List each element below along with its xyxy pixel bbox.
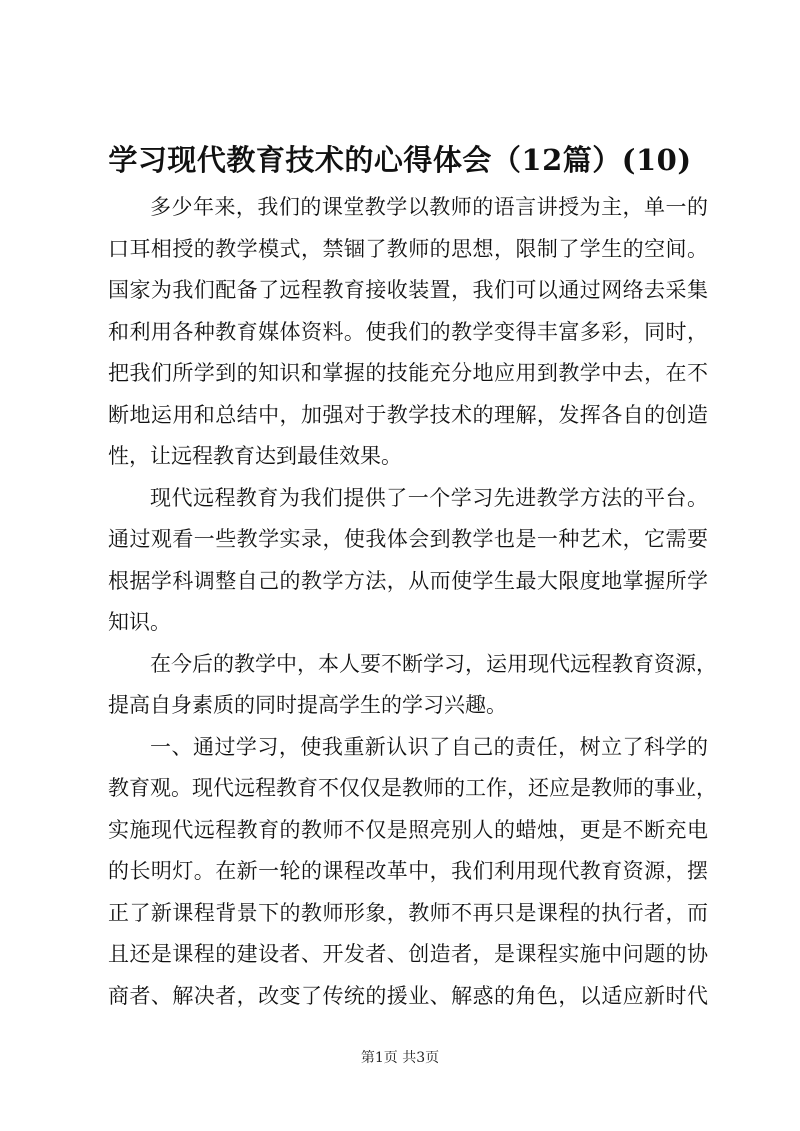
document-body — [108, 187, 717, 1017]
text-line: 口耳相授的教学模式，禁锢了教师的思想，限制了学生的空间。 — [108, 236, 708, 261]
text-line: 把我们所学到的知识和掌握的技能充分地应用到教学中去，在不 — [108, 361, 708, 385]
text-line: 提高自身素质的同时提高学生的学习兴趣。 — [108, 693, 507, 717]
text-line: 一、通过学习，使我重新认识了自己的责任，树立了科学的 — [150, 734, 708, 759]
text-line: 国家为我们配备了远程教育接收装置，我们可以通过网络去采集 — [108, 278, 708, 302]
text-line: 现代远程教育为我们提供了一个学习先进教学方法的平台。 — [150, 485, 708, 510]
text-line: 通过观看一些教学实录，使我体会到教学也是一种艺术，它需要 — [108, 527, 708, 551]
text-line: 和利用各种教育媒体资料。使我们的教学变得丰富多彩，同时， — [108, 319, 708, 344]
text-line: 知识。 — [108, 610, 171, 634]
text-line: 多少年来，我们的课堂教学以教师的语言讲授为主，单一的 — [150, 195, 708, 219]
document-title: 学习现代教育技术的心得体会（12篇）(10) — [108, 143, 692, 177]
text-line: 在今后的教学中，本人要不断学习，运用现代远程教育资源， — [150, 651, 717, 676]
text-line: 的长明灯。在新一轮的课程改革中，我们利用现代教育资源，摆 — [108, 859, 708, 883]
text-line: 且还是课程的建设者、开发者、创造者，是课程实施中问题的协 — [108, 942, 708, 966]
text-line: 商者、解决者，改变了传统的援业、解惑的角色，以适应新时代 — [108, 983, 708, 1008]
paragraph — [108, 187, 708, 478]
paragraph — [108, 644, 717, 727]
text-line: 性，让远程教育达到最佳效果。 — [108, 444, 402, 468]
text-line: 正了新课程背景下的教师形象，教师不再只是课程的执行者，而 — [108, 900, 708, 925]
paragraph — [108, 478, 708, 644]
page-footer: 第1页 共3页 — [360, 1050, 440, 1066]
text-line: 断地运用和总结中，加强对于教学技术的理解，发挥各自的创造 — [108, 402, 708, 427]
paragraph — [108, 727, 717, 1018]
text-line: 实施现代远程教育的教师不仅是照亮别人的蜡烛，更是不断充电 — [108, 817, 708, 842]
text-line: 教育观。现代远程教育不仅仅是教师的工作，还应是教师的事业， — [108, 776, 717, 800]
text-line: 根据学科调整自己的教学方法，从而使学生最大限度地掌握所学 — [108, 568, 708, 593]
